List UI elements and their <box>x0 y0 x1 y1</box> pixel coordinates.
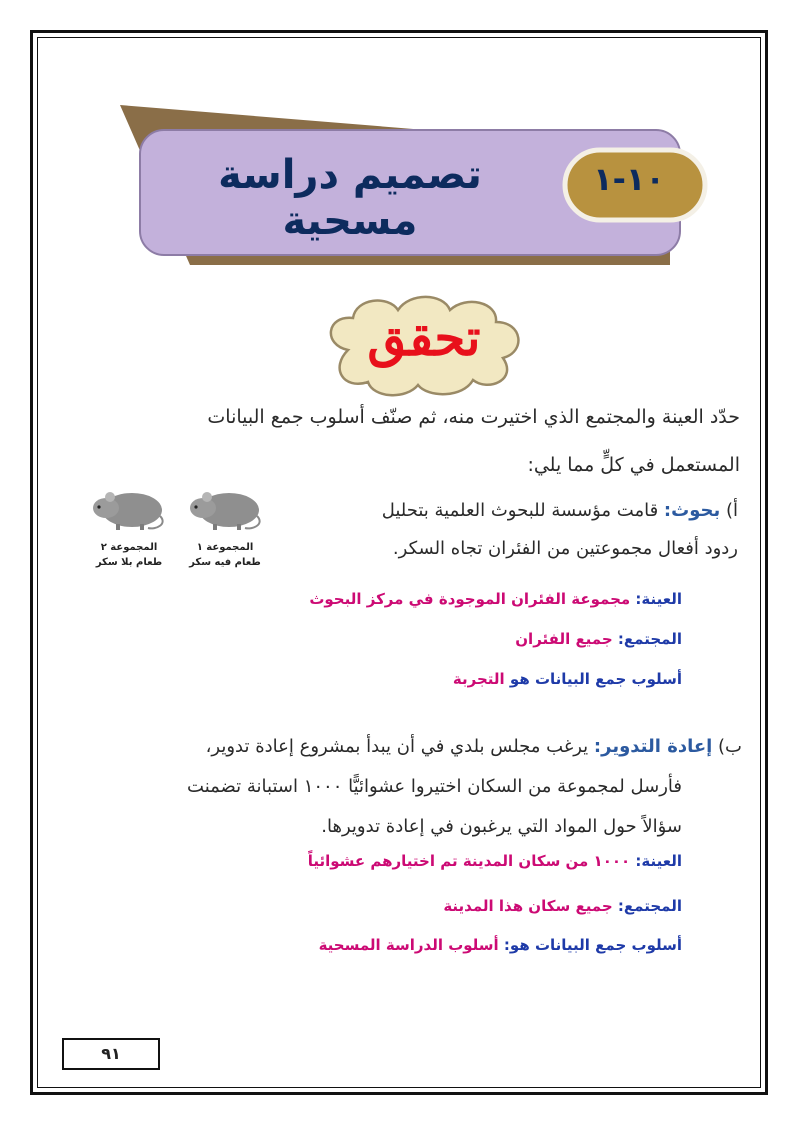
answer-b-sample-label: العينة: <box>635 852 682 870</box>
answer-b-method-value: أسلوب الدراسة المسحية <box>318 936 499 954</box>
lesson-number: ١٠-١ <box>593 160 665 198</box>
lesson-title: تصميم دراسة مسحية <box>218 152 482 244</box>
answer-a-sample-label: العينة: <box>635 590 682 608</box>
group2-label <box>84 540 174 570</box>
question-b-keyword: إعادة التدوير: <box>593 736 713 757</box>
page-number: ٩١ <box>62 1038 160 1070</box>
question-b <box>42 727 742 847</box>
question-a <box>298 492 738 568</box>
answer-a-method-value: التجربة <box>452 670 505 688</box>
question-b-text-2: فأرسل لمجموعة من السكان اختيروا عشوائيًّا ١٠٠٠ استبانة تضمنت <box>187 776 682 797</box>
answer-b-sample-value: ١٠٠٠ من سكان المدينة تم اختيارهم عشوائياً <box>307 852 631 870</box>
group2-desc: طعام بلا سكر <box>95 557 163 568</box>
group2-name: المجموعة ٢ <box>100 542 158 553</box>
group1-name: المجموعة ١ <box>196 542 254 553</box>
check-heading: تحقق <box>367 308 481 367</box>
question-a-keyword: بحوث: <box>663 500 721 521</box>
instructions <box>60 393 740 489</box>
instructions-line-2: المستعمل في كلٍّ مما يلي: <box>527 454 740 476</box>
question-a-line-1 <box>298 492 738 530</box>
answer-a-sample-value: مجموعة الفئران الموجودة في مركز البحوث <box>309 590 631 608</box>
answer-b-population-value: جميع سكان هذا المدينة <box>443 897 613 915</box>
answer-b-population <box>443 897 682 915</box>
answer-a-population <box>515 630 682 648</box>
question-a-marker: أ) <box>725 500 738 521</box>
answer-a-population-label: المجتمع: <box>617 630 682 648</box>
answer-b-method <box>319 936 682 954</box>
answer-a-sample <box>309 590 682 608</box>
question-a-text-1: قامت مؤسسة للبحوث العلمية بتحليل <box>381 500 659 521</box>
answer-a-method <box>453 670 682 688</box>
answer-b-population-label: المجتمع: <box>617 897 682 915</box>
rat-group2-icon <box>88 486 168 536</box>
answer-a-population-value: جميع الفئران <box>515 630 613 648</box>
rat-group1-icon <box>185 486 265 536</box>
question-b-line-1 <box>42 727 742 767</box>
answer-a-method-label: أسلوب جمع البيانات هو <box>509 670 682 688</box>
answer-b-method-label: أسلوب جمع البيانات هو: <box>503 936 682 954</box>
instructions-line-1: حدّد العينة والمجتمع الذي اختيرت منه، ثم صنّف أسلوب جمع البيانات <box>207 406 740 428</box>
question-b-text-1: يرغب مجلس بلدي في أن يبدأ بمشروع إعادة تدوير، <box>205 736 589 757</box>
answer-b-sample <box>308 852 682 870</box>
question-b-marker: ب) <box>718 736 742 757</box>
question-b-text-3: سؤالاً حول المواد التي يرغبون في إعادة تدويرها. <box>321 816 682 837</box>
group1-desc: طعام فيه سكر <box>189 557 261 568</box>
question-a-text-2: ردود أفعال مجموعتين من الفئران تجاه السكر. <box>392 538 738 559</box>
group1-label <box>180 540 270 570</box>
